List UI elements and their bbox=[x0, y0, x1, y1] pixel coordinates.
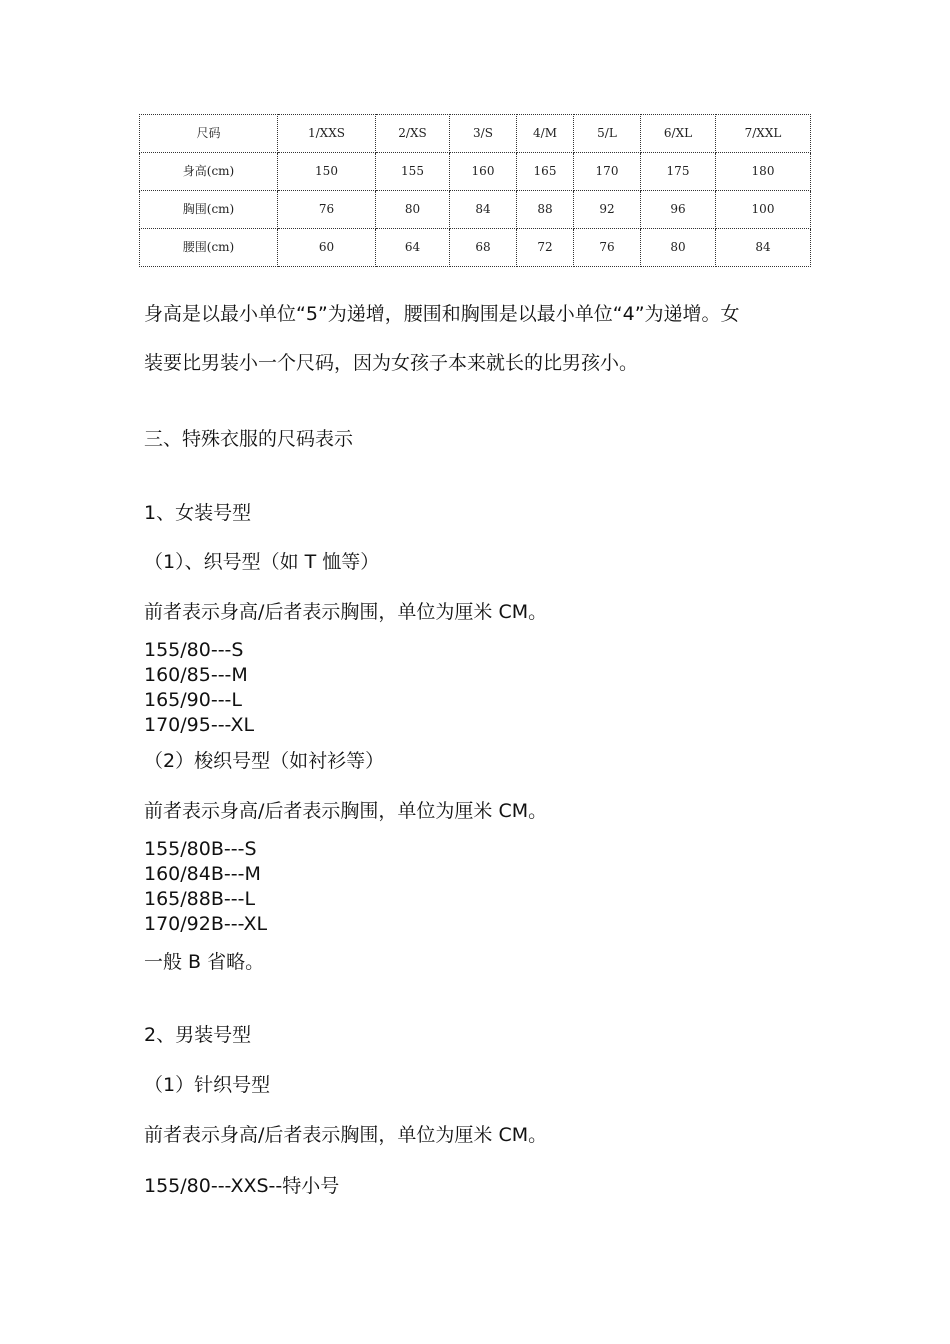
table-cell: 84 bbox=[450, 191, 517, 229]
table-cell: 80 bbox=[376, 191, 450, 229]
table-cell: 80 bbox=[641, 229, 716, 267]
table-cell: 150 bbox=[278, 153, 376, 191]
table-cell: 2/XS bbox=[376, 115, 450, 153]
size-line: 160/84B---M bbox=[144, 863, 261, 885]
section-heading: 三、特殊衣服的尺码表示 bbox=[144, 428, 354, 450]
sub-item-heading: （1）针织号型 bbox=[144, 1074, 271, 1096]
size-line: 165/88B---L bbox=[144, 888, 256, 910]
table-cell: 84 bbox=[716, 229, 811, 267]
table-cell: 3/S bbox=[450, 115, 517, 153]
table-cell: 160 bbox=[450, 153, 517, 191]
description-line: 前者表示身高/后者表示胸围，单位为厘米 CM。 bbox=[144, 601, 548, 623]
size-line: 170/92B---XL bbox=[144, 913, 268, 935]
size-table bbox=[139, 114, 811, 267]
table-cell: 155 bbox=[376, 153, 450, 191]
table-cell: 180 bbox=[716, 153, 811, 191]
table-row bbox=[140, 115, 811, 153]
table-cell: 1/XXS bbox=[278, 115, 376, 153]
size-line: 160/85---M bbox=[144, 664, 248, 686]
table-cell: 身高(cm) bbox=[140, 153, 278, 191]
table-cell: 5/L bbox=[574, 115, 641, 153]
table-cell: 76 bbox=[574, 229, 641, 267]
table-cell: 96 bbox=[641, 191, 716, 229]
table-cell: 胸围(cm) bbox=[140, 191, 278, 229]
size-line: 155/80---S bbox=[144, 639, 244, 661]
table-cell: 腰围(cm) bbox=[140, 229, 278, 267]
subsection-heading: 2、男装号型 bbox=[144, 1024, 252, 1046]
table-row bbox=[140, 229, 811, 267]
description-line: 前者表示身高/后者表示胸围，单位为厘米 CM。 bbox=[144, 1124, 548, 1146]
sub-item-heading: （2）梭织号型（如衬衫等） bbox=[144, 750, 385, 772]
table-cell: 68 bbox=[450, 229, 517, 267]
size-line: 155/80---XXS--特小号 bbox=[144, 1175, 340, 1197]
table-cell: 175 bbox=[641, 153, 716, 191]
size-line: 165/90---L bbox=[144, 689, 242, 711]
table-cell: 170 bbox=[574, 153, 641, 191]
table-cell: 6/XL bbox=[641, 115, 716, 153]
table-row bbox=[140, 191, 811, 229]
note-line: 一般 B 省略。 bbox=[144, 951, 265, 973]
sub-item-heading: （1）、织号型（如 T 恤等） bbox=[144, 551, 380, 573]
table-cell: 60 bbox=[278, 229, 376, 267]
table-cell: 88 bbox=[517, 191, 574, 229]
paragraph-line: 身高是以最小单位“5”为递增，腰围和胸围是以最小单位“4”为递增。女 bbox=[144, 303, 740, 325]
table-cell: 7/XXL bbox=[716, 115, 811, 153]
table-cell: 尺码 bbox=[140, 115, 278, 153]
table-cell: 92 bbox=[574, 191, 641, 229]
table-cell: 72 bbox=[517, 229, 574, 267]
subsection-heading: 1、女装号型 bbox=[144, 502, 252, 524]
size-line: 155/80B---S bbox=[144, 838, 257, 860]
table-cell: 100 bbox=[716, 191, 811, 229]
paragraph-line: 装要比男装小一个尺码，因为女孩子本来就长的比男孩小。 bbox=[144, 352, 639, 374]
description-line: 前者表示身高/后者表示胸围，单位为厘米 CM。 bbox=[144, 800, 548, 822]
table-cell: 64 bbox=[376, 229, 450, 267]
table-cell: 165 bbox=[517, 153, 574, 191]
table-cell: 4/M bbox=[517, 115, 574, 153]
table-cell: 76 bbox=[278, 191, 376, 229]
table-row bbox=[140, 153, 811, 191]
size-line: 170/95---XL bbox=[144, 714, 255, 736]
